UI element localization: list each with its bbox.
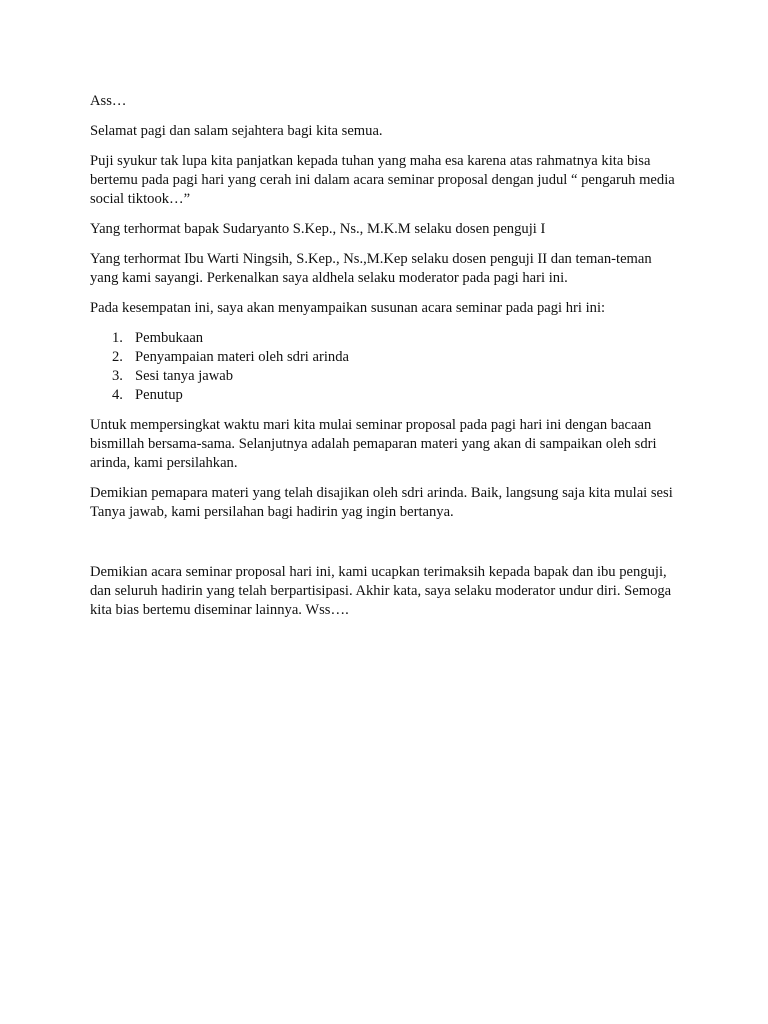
gratitude-paragraph: Puji syukur tak lupa kita panjatkan kepada tuhan yang maha esa karena atas rahmatnya kita bisa bertemu pada pagi hari yang cerah ini dalam acara seminar proposal dengan judul “ pengaruh media social tiktook…” [90,153,675,207]
agenda-intro-paragraph: Pada kesempatan ini, saya akan menyampaikan susunan acara seminar pada pagi hri ini: [90,300,606,316]
session-start-paragraph: Untuk mempersingkat waktu mari kita mulai seminar proposal pada pagi hari ini dengan bacaan bismillah bersama-sama. Selanjutnya adalah pemaparan materi yang akan di sampaikan oleh sdri arinda, kami persilahkan. [90,417,657,471]
greeting-text: Ass… [90,93,127,109]
list-item [90,386,682,405]
list-item [90,329,682,348]
list-number: 4. [112,387,123,403]
list-number: 2. [112,349,123,365]
document-page [90,92,682,631]
list-item-text: Pembukaan [135,330,204,346]
examiner-two-paragraph: Yang terhormat Ibu Warti Ningsih, S.Kep., Ns.,M.Kep selaku dosen penguji II dan teman-teman yang kami sayangi. Perkenalkan saya aldhela selaku moderator pada pagi hari ini. [90,251,652,286]
list-item [90,367,682,386]
list-number: 1. [112,330,123,346]
list-item-text: Sesi tanya jawab [135,368,234,384]
blank-line [90,533,682,563]
list-item-text: Penutup [135,387,183,403]
examiner-one-paragraph: Yang terhormat bapak Sudaryanto S.Kep., Ns., M.K.M selaku dosen penguji I [90,221,546,237]
list-number: 3. [112,368,123,384]
list-item-text: Penyampaian materi oleh sdri arinda [135,349,349,365]
opening-paragraph: Selamat pagi dan salam sejahtera bagi kita semua. [90,123,383,139]
list-item [90,348,682,367]
qa-session-paragraph: Demikian pemapara materi yang telah disajikan oleh sdri arinda. Baik, langsung saja kita mulai sesi Tanya jawab, kami persilahan bagi hadirin yag ingin bertanya. [90,485,673,520]
agenda-list [90,329,682,405]
closing-paragraph: Demikian acara seminar proposal hari ini, kami ucapkan terimaksih kepada bapak dan ibu penguji, dan seluruh hadirin yang telah berpartisipasi. Akhir kata, saya selaku moderator undur diri. Semoga kita bias bertemu diseminar lainnya. Wss…. [90,564,672,618]
